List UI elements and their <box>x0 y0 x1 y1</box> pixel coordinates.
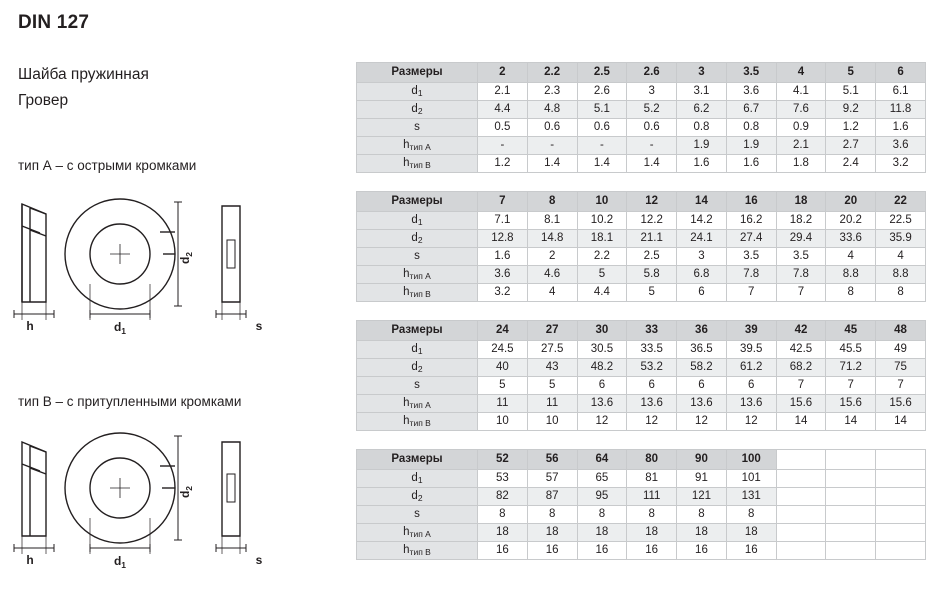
value-cell: 21.1 <box>627 230 677 248</box>
row-label-cell: d1 <box>357 470 478 488</box>
value-cell: 82 <box>478 488 528 506</box>
value-cell: 14 <box>826 413 876 431</box>
row-label-cell: d2 <box>357 488 478 506</box>
table-row <box>357 248 926 266</box>
value-cell: 18 <box>726 524 776 542</box>
value-cell: 13.6 <box>627 395 677 413</box>
subtitle-line-1: Шайба пружинная <box>18 66 149 83</box>
value-cell: 1.6 <box>478 248 528 266</box>
size-header-cell: 24 <box>478 321 528 341</box>
table-row <box>357 359 926 377</box>
value-cell: 1.4 <box>577 155 627 173</box>
value-cell: 16 <box>677 542 727 560</box>
value-cell: 3.6 <box>726 83 776 101</box>
row-label-cell: hтип А <box>357 524 478 542</box>
row-label-cell: d2 <box>357 359 478 377</box>
value-cell: 53.2 <box>627 359 677 377</box>
size-header-cell <box>876 450 926 470</box>
value-cell: 0.6 <box>527 119 577 137</box>
value-cell: 13.6 <box>677 395 727 413</box>
value-cell: 22.5 <box>876 212 926 230</box>
size-header-cell: 100 <box>726 450 776 470</box>
value-cell: 33.6 <box>826 230 876 248</box>
value-cell: 8 <box>876 284 926 302</box>
table-row <box>357 413 926 431</box>
value-cell: 33.5 <box>627 341 677 359</box>
value-cell: 6 <box>577 377 627 395</box>
size-header-cell: 16 <box>726 192 776 212</box>
value-cell: 6.1 <box>876 83 926 101</box>
table-header-row <box>357 321 926 341</box>
table-row <box>357 341 926 359</box>
value-cell: 68.2 <box>776 359 826 377</box>
value-cell: 5.1 <box>577 101 627 119</box>
row-label-cell: hтип В <box>357 542 478 560</box>
value-cell: 131 <box>726 488 776 506</box>
value-cell: 24.5 <box>478 341 528 359</box>
table-row <box>357 119 926 137</box>
value-cell: 12 <box>726 413 776 431</box>
size-header-cell: 64 <box>577 450 627 470</box>
size-header-cell: 3.5 <box>726 63 776 83</box>
value-cell: 12 <box>627 413 677 431</box>
value-cell: 3.2 <box>876 155 926 173</box>
value-cell <box>776 506 826 524</box>
row-label-cell: hтип А <box>357 266 478 284</box>
value-cell: 18 <box>627 524 677 542</box>
table-row <box>357 524 926 542</box>
value-cell: 4 <box>826 248 876 266</box>
value-cell: 10 <box>478 413 528 431</box>
size-header-cell: 5 <box>826 63 876 83</box>
size-header-cell: 48 <box>876 321 926 341</box>
value-cell: 2 <box>527 248 577 266</box>
dim-d2-label-b: $d_2$ <box>178 485 194 499</box>
value-cell: 3.1 <box>677 83 727 101</box>
value-cell: 12 <box>577 413 627 431</box>
value-cell: 11 <box>527 395 577 413</box>
value-cell <box>876 506 926 524</box>
value-cell: 1.6 <box>726 155 776 173</box>
value-cell: 3.2 <box>478 284 528 302</box>
dim-d2-label-a: $d_2$ <box>178 251 194 265</box>
size-header-cell: 2.2 <box>527 63 577 83</box>
size-header-cell <box>826 450 876 470</box>
dimension-tables <box>356 0 931 578</box>
value-cell: 8.8 <box>826 266 876 284</box>
value-cell: 35.9 <box>876 230 926 248</box>
value-cell: 4.8 <box>527 101 577 119</box>
dimension-table <box>356 191 926 302</box>
size-header-cell: 2.5 <box>577 63 627 83</box>
row-label-cell: hтип В <box>357 284 478 302</box>
value-cell: 2.6 <box>577 83 627 101</box>
value-cell: 29.4 <box>776 230 826 248</box>
value-cell: 16 <box>527 542 577 560</box>
size-header-cell: 7 <box>478 192 528 212</box>
dim-d1-label-b: $d_1$ <box>113 554 127 570</box>
value-cell: 6 <box>677 377 727 395</box>
value-cell: 91 <box>677 470 727 488</box>
row-label-cell: s <box>357 119 478 137</box>
value-cell: 5 <box>478 377 528 395</box>
product-subtitle <box>18 62 318 114</box>
table-row <box>357 395 926 413</box>
table-row <box>357 101 926 119</box>
size-header-cell: 52 <box>478 450 528 470</box>
value-cell: 5 <box>527 377 577 395</box>
value-cell: 18.1 <box>577 230 627 248</box>
figure-type-b <box>0 428 352 593</box>
dimension-table <box>356 449 926 560</box>
size-header-cell: 12 <box>627 192 677 212</box>
value-cell: 7.8 <box>726 266 776 284</box>
value-cell <box>776 524 826 542</box>
table-row <box>357 377 926 395</box>
value-cell <box>876 542 926 560</box>
value-cell: 2.1 <box>478 83 528 101</box>
value-cell: 11 <box>478 395 528 413</box>
table-header-row <box>357 63 926 83</box>
value-cell: 3 <box>627 83 677 101</box>
dim-h-label-a: h <box>26 319 34 333</box>
value-cell: 87 <box>527 488 577 506</box>
table-row <box>357 212 926 230</box>
dimension-table <box>356 62 926 173</box>
table-header-label: Размеры <box>357 321 478 341</box>
value-cell: 12.8 <box>478 230 528 248</box>
value-cell: 5.8 <box>627 266 677 284</box>
value-cell: 7 <box>776 377 826 395</box>
size-header-cell: 6 <box>876 63 926 83</box>
type-b-caption: тип В – с притупленными кромками <box>18 394 242 409</box>
value-cell: 2.3 <box>527 83 577 101</box>
value-cell: 9.2 <box>826 101 876 119</box>
value-cell: 0.6 <box>577 119 627 137</box>
size-header-cell: 10 <box>577 192 627 212</box>
value-cell: 48.2 <box>577 359 627 377</box>
value-cell: 30.5 <box>577 341 627 359</box>
size-header-cell: 90 <box>677 450 727 470</box>
value-cell: 53 <box>478 470 528 488</box>
size-header-cell: 39 <box>726 321 776 341</box>
value-cell: 7 <box>826 377 876 395</box>
value-cell <box>826 488 876 506</box>
size-header-cell: 2 <box>478 63 528 83</box>
value-cell: 13.6 <box>577 395 627 413</box>
value-cell: 1.2 <box>826 119 876 137</box>
value-cell: 8.1 <box>527 212 577 230</box>
value-cell: 14 <box>776 413 826 431</box>
value-cell: 1.9 <box>677 137 727 155</box>
value-cell <box>826 542 876 560</box>
value-cell: 18 <box>577 524 627 542</box>
value-cell: 12.2 <box>627 212 677 230</box>
type-a-caption: тип А – с острыми кромками <box>18 158 197 173</box>
value-cell: 2.2 <box>577 248 627 266</box>
value-cell: 18.2 <box>776 212 826 230</box>
value-cell: 6 <box>677 284 727 302</box>
table-row <box>357 470 926 488</box>
dimension-table <box>356 320 926 431</box>
value-cell: 45.5 <box>826 341 876 359</box>
table-row <box>357 155 926 173</box>
size-header-cell: 42 <box>776 321 826 341</box>
table-header-label: Размеры <box>357 450 478 470</box>
value-cell <box>826 524 876 542</box>
value-cell: 4.4 <box>577 284 627 302</box>
value-cell <box>876 524 926 542</box>
value-cell: 3.5 <box>776 248 826 266</box>
value-cell: - <box>577 137 627 155</box>
value-cell: 39.5 <box>726 341 776 359</box>
value-cell: 0.8 <box>726 119 776 137</box>
value-cell: 5 <box>627 284 677 302</box>
value-cell: 14.2 <box>677 212 727 230</box>
value-cell: 75 <box>876 359 926 377</box>
left-column <box>0 0 352 589</box>
value-cell: 18 <box>677 524 727 542</box>
value-cell: 7.6 <box>776 101 826 119</box>
value-cell: 0.5 <box>478 119 528 137</box>
value-cell: 61.2 <box>726 359 776 377</box>
value-cell: 20.2 <box>826 212 876 230</box>
value-cell: 15.6 <box>776 395 826 413</box>
value-cell: 6.7 <box>726 101 776 119</box>
value-cell: 71.2 <box>826 359 876 377</box>
table-header-row <box>357 450 926 470</box>
subtitle-line-2: Гровер <box>18 92 69 109</box>
value-cell: 8 <box>726 506 776 524</box>
value-cell: 6 <box>726 377 776 395</box>
value-cell: 3.5 <box>726 248 776 266</box>
size-header-cell: 8 <box>527 192 577 212</box>
value-cell: 49 <box>876 341 926 359</box>
value-cell: 2.5 <box>627 248 677 266</box>
value-cell: 7 <box>876 377 926 395</box>
value-cell: 27.5 <box>527 341 577 359</box>
size-header-cell: 36 <box>677 321 727 341</box>
value-cell: 2.1 <box>776 137 826 155</box>
value-cell: 7.1 <box>478 212 528 230</box>
value-cell: 43 <box>527 359 577 377</box>
row-label-cell: s <box>357 248 478 266</box>
value-cell: 5 <box>577 266 627 284</box>
size-header-cell: 20 <box>826 192 876 212</box>
value-cell: 4.1 <box>776 83 826 101</box>
value-cell: 1.4 <box>627 155 677 173</box>
value-cell: 8 <box>826 284 876 302</box>
size-header-cell <box>776 450 826 470</box>
row-label-cell: d1 <box>357 341 478 359</box>
value-cell <box>776 470 826 488</box>
value-cell <box>826 470 876 488</box>
value-cell: 16 <box>726 542 776 560</box>
value-cell: 16 <box>478 542 528 560</box>
row-label-cell: d2 <box>357 101 478 119</box>
value-cell: 0.8 <box>677 119 727 137</box>
value-cell: 6.8 <box>677 266 727 284</box>
value-cell: 57 <box>527 470 577 488</box>
value-cell: 95 <box>577 488 627 506</box>
value-cell: 15.6 <box>876 395 926 413</box>
table-row <box>357 137 926 155</box>
table-row <box>357 83 926 101</box>
value-cell: 6 <box>627 377 677 395</box>
value-cell: 4.4 <box>478 101 528 119</box>
value-cell <box>776 488 826 506</box>
row-label-cell: d1 <box>357 212 478 230</box>
value-cell: 6.2 <box>677 101 727 119</box>
value-cell: 14.8 <box>527 230 577 248</box>
value-cell: 10 <box>527 413 577 431</box>
row-label-cell: hтип А <box>357 395 478 413</box>
size-header-cell: 30 <box>577 321 627 341</box>
size-header-cell: 18 <box>776 192 826 212</box>
value-cell: 24.1 <box>677 230 727 248</box>
value-cell: 7 <box>776 284 826 302</box>
value-cell: 1.2 <box>478 155 528 173</box>
size-header-cell: 45 <box>826 321 876 341</box>
value-cell: 11.8 <box>876 101 926 119</box>
table-header-label: Размеры <box>357 192 478 212</box>
value-cell: 2.7 <box>826 137 876 155</box>
value-cell: 0.6 <box>627 119 677 137</box>
value-cell: 36.5 <box>677 341 727 359</box>
value-cell: 8 <box>677 506 727 524</box>
value-cell: 13.6 <box>726 395 776 413</box>
value-cell: 1.8 <box>776 155 826 173</box>
value-cell: 27.4 <box>726 230 776 248</box>
value-cell: 18 <box>527 524 577 542</box>
row-label-cell: s <box>357 506 478 524</box>
size-header-cell: 22 <box>876 192 926 212</box>
value-cell: 15.6 <box>826 395 876 413</box>
value-cell: 5.2 <box>627 101 677 119</box>
value-cell: 8 <box>577 506 627 524</box>
dim-d1-label-a: $d_1$ <box>113 320 127 336</box>
value-cell: 16 <box>627 542 677 560</box>
table-row <box>357 284 926 302</box>
page-title: DIN 127 <box>18 12 90 33</box>
dim-s-label-b: s <box>255 553 263 567</box>
table-row <box>357 266 926 284</box>
value-cell: 18 <box>478 524 528 542</box>
value-cell: 8 <box>527 506 577 524</box>
dim-h-label-b: h <box>26 553 34 567</box>
value-cell: 81 <box>627 470 677 488</box>
value-cell: 40 <box>478 359 528 377</box>
table-row <box>357 230 926 248</box>
row-label-cell: d2 <box>357 230 478 248</box>
figure-type-a <box>0 192 352 367</box>
value-cell: 14 <box>876 413 926 431</box>
value-cell: - <box>478 137 528 155</box>
value-cell: 5.1 <box>826 83 876 101</box>
value-cell: 8.8 <box>876 266 926 284</box>
size-header-cell: 3 <box>677 63 727 83</box>
value-cell: 58.2 <box>677 359 727 377</box>
value-cell: 10.2 <box>577 212 627 230</box>
value-cell: 42.5 <box>776 341 826 359</box>
value-cell: 1.6 <box>876 119 926 137</box>
row-label-cell: s <box>357 377 478 395</box>
value-cell: 16 <box>577 542 627 560</box>
size-header-cell: 27 <box>527 321 577 341</box>
value-cell: 4.6 <box>527 266 577 284</box>
value-cell: 7.8 <box>776 266 826 284</box>
table-row <box>357 488 926 506</box>
value-cell: 3.6 <box>876 137 926 155</box>
size-header-cell: 4 <box>776 63 826 83</box>
value-cell: 4 <box>527 284 577 302</box>
size-header-cell: 80 <box>627 450 677 470</box>
value-cell: 7 <box>726 284 776 302</box>
size-header-cell: 2.6 <box>627 63 677 83</box>
value-cell: 3.6 <box>478 266 528 284</box>
value-cell: 1.6 <box>677 155 727 173</box>
value-cell <box>876 470 926 488</box>
size-header-cell: 14 <box>677 192 727 212</box>
value-cell <box>776 542 826 560</box>
table-row <box>357 506 926 524</box>
value-cell: 65 <box>577 470 627 488</box>
row-label-cell: d1 <box>357 83 478 101</box>
size-header-cell: 56 <box>527 450 577 470</box>
table-row <box>357 542 926 560</box>
value-cell: - <box>527 137 577 155</box>
value-cell <box>876 488 926 506</box>
value-cell: 2.4 <box>826 155 876 173</box>
dim-s-label-a: s <box>255 319 263 333</box>
value-cell: 0.9 <box>776 119 826 137</box>
size-header-cell: 33 <box>627 321 677 341</box>
row-label-cell: hтип В <box>357 413 478 431</box>
value-cell: 1.4 <box>527 155 577 173</box>
value-cell <box>826 506 876 524</box>
value-cell: 101 <box>726 470 776 488</box>
value-cell: 8 <box>627 506 677 524</box>
row-label-cell: hтип В <box>357 155 478 173</box>
value-cell: - <box>627 137 677 155</box>
value-cell: 3 <box>677 248 727 266</box>
row-label-cell: hтип А <box>357 137 478 155</box>
table-header-label: Размеры <box>357 63 478 83</box>
value-cell: 121 <box>677 488 727 506</box>
value-cell: 1.9 <box>726 137 776 155</box>
value-cell: 16.2 <box>726 212 776 230</box>
table-header-row <box>357 192 926 212</box>
value-cell: 8 <box>478 506 528 524</box>
value-cell: 111 <box>627 488 677 506</box>
value-cell: 4 <box>876 248 926 266</box>
value-cell: 12 <box>677 413 727 431</box>
